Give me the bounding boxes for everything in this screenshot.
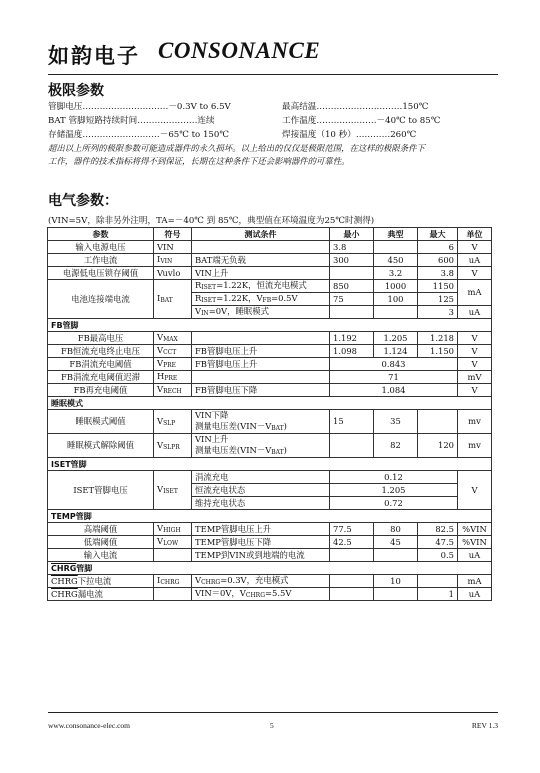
col-header-param: 参数 <box>48 228 154 241</box>
electrical-section-title: 电气参数： <box>48 193 118 209</box>
table-row: VIN=0V，睡眠模式 3 uA <box>48 306 492 319</box>
test-condition-note: (VIN=5V，除非另外注明，TA=－40℃ 到 85℃，典型值在环境温度为25℃时测得) <box>48 216 375 226</box>
table-row: 输入电流 TEMP到VIN或到地端的电流 0.5 uA <box>48 549 492 562</box>
col-header-symbol: 符号 <box>154 228 192 241</box>
limit-item: 工作温度…………………－40℃ to 85℃ <box>282 116 441 126</box>
table-row: 电源低电压锁存阈值 Vuvlo VIN上升 3.2 3.8 V <box>48 267 492 280</box>
limit-item: BAT 管脚短路持续时间…………………连续 <box>48 116 215 126</box>
table-section-row: ISET管脚 <box>48 458 492 471</box>
table-row: RISET=1.22K，VFB=0.5V 75 100 125 <box>48 293 492 306</box>
table-row: CHRG漏电流 VIN＝0V，VCHRG=5.5V 1 uA <box>48 588 492 601</box>
table-row: 恒流充电状态 1.205 <box>48 484 492 497</box>
table-row: 睡眠模式阈值 VSLP VIN下降 测量电压差(VIN－VBAT) 15 35 mv <box>48 410 492 434</box>
col-header-unit: 单位 <box>458 228 492 241</box>
table-section-row: TEMP管脚 <box>48 510 492 523</box>
table-row: FB涓流充电阈值 VPRE FB管脚电压上升 0.843 V <box>48 358 492 371</box>
limits-warning: 超出以上所列的极限参数可能造成器件的永久损坏。以上给出的仅仅是极限范围，在这样的极限条件下 工作，器件的技术指标将得不到保证，长期在这种条件下还会影响器件的可靠性。 <box>48 143 425 166</box>
limits-section-title: 极限参数 <box>48 83 104 99</box>
table-row: 高端阈值 VHIGH TEMP管脚电压上升 77.5 80 82.5 %VIN <box>48 523 492 536</box>
table-row: 维持充电状态 0.72 <box>48 497 492 510</box>
limit-item: 管脚电压…………………………－0.3V to 6.5V <box>48 102 231 112</box>
footer-website: www.consonance-elec.com <box>48 721 130 730</box>
revision-label: REV 1.3 <box>471 721 498 730</box>
table-row: FB涓流充电阈值迟滞 HPRE 71 mV <box>48 371 492 384</box>
table-row: FB恒流充电终止电压 VCCT FB管脚电压上升 1.098 1.124 1.150 V <box>48 345 492 358</box>
col-header-typ: 典型 <box>374 228 418 241</box>
table-row: 工作电流 IVIN BAT端无负载 300 450 600 uA <box>48 254 492 267</box>
col-header-max: 最大 <box>418 228 458 241</box>
table-header-row <box>48 228 492 241</box>
brand-chinese-name: 如韵电子 <box>48 43 140 68</box>
limit-item: 存储温度………………………－65℃ to 150℃ <box>48 130 229 140</box>
limit-item: 焊接温度（10 秒）…………260℃ <box>282 130 417 140</box>
table-row: FB再充电阈值 VRECH FB管脚电压下降 1.084 V <box>48 384 492 397</box>
table-section-row: FB管脚 <box>48 319 492 332</box>
table-row: CHRG下拉电流 ICHRG VCHRG=0.3V，充电模式 10 mA <box>48 575 492 588</box>
table-row: 低端阈值 VLOW TEMP管脚电压下降 42.5 45 47.5 %VIN <box>48 536 492 549</box>
col-header-condition: 测试条件 <box>192 228 330 241</box>
table-row: 电池连接端电流 IBAT RISET=1.22K，恒流充电模式 850 1000 1150 mA <box>48 280 492 293</box>
brand-english-name: CONSONANCE <box>158 38 321 63</box>
table-row: 睡眠模式解除阈值 VSLPR VIN上升 测量电压差(VIN－VBAT) 82 120 mv <box>48 434 492 458</box>
table-row: FB最高电压 VMAX 1.192 1.205 1.218 V <box>48 332 492 345</box>
table-row: ISET管脚电压 VISET 涓流充电 0.12 V <box>48 471 492 484</box>
limit-item: 最高结温…………………………150℃ <box>282 102 429 112</box>
page-header <box>48 36 498 75</box>
table-row: 输入电源电压 VIN 3.8 6 V <box>48 241 492 254</box>
electrical-parameters-table <box>47 227 492 601</box>
table-section-row: CHRG管脚 <box>48 562 492 575</box>
page-footer <box>48 712 498 730</box>
col-header-min: 最小 <box>330 228 374 241</box>
page-number: 5 <box>270 721 274 730</box>
table-section-row: 睡眠模式 <box>48 397 492 410</box>
